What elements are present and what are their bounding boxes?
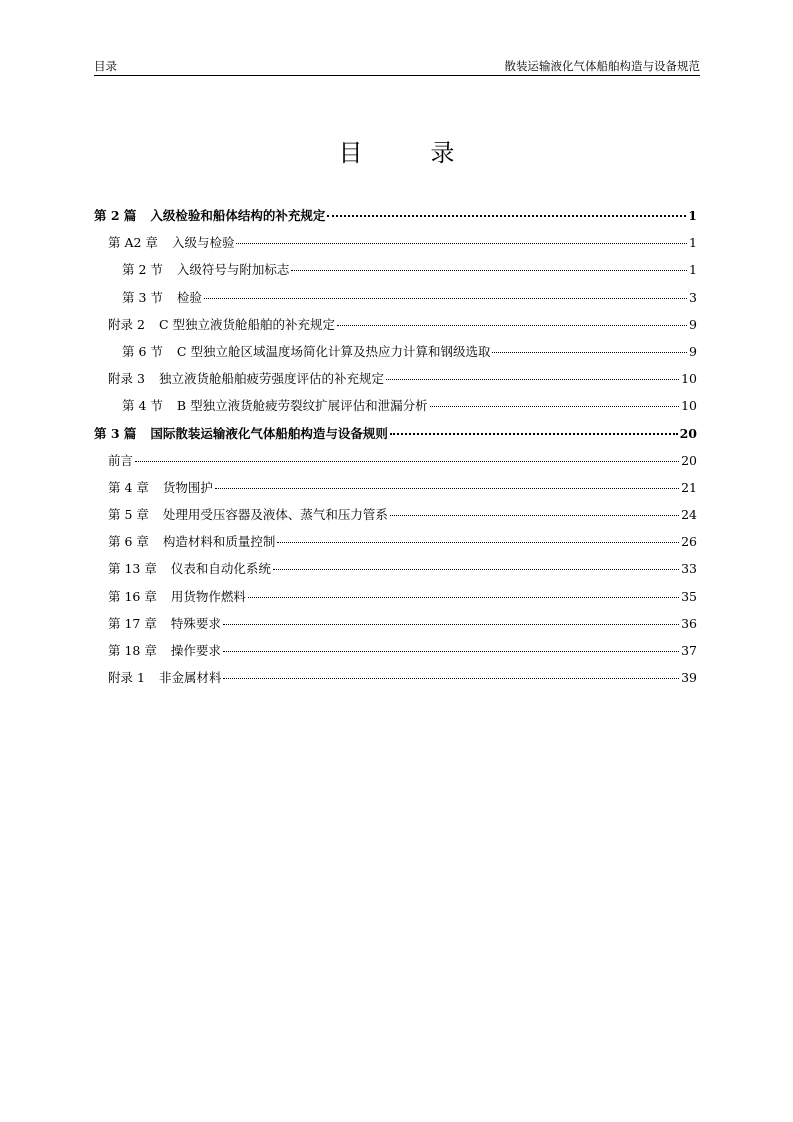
toc-entry[interactable] [94, 233, 697, 260]
toc-dot-leader [390, 433, 678, 435]
toc-entry-number: 附录 3 [108, 371, 145, 387]
toc-entry-number: 第 6 章 [108, 534, 149, 550]
toc-entry-title: 构造材料和质量控制 [162, 534, 276, 550]
toc-dot-leader [223, 678, 679, 679]
toc-entry-page-number: 1 [688, 208, 697, 223]
toc-entry[interactable] [94, 559, 697, 586]
toc-entry-number: 附录 1 [108, 670, 145, 686]
toc-dot-leader [337, 325, 687, 326]
toc-dot-leader [273, 569, 679, 570]
table-of-contents [94, 206, 697, 695]
toc-entry-page-number: 21 [681, 479, 697, 495]
toc-entry-number: 第 13 章 [108, 561, 157, 577]
toc-dot-leader [277, 542, 679, 543]
toc-entry[interactable] [94, 206, 697, 233]
toc-entry[interactable] [94, 451, 697, 478]
toc-entry-title: C 型独立舱区域温度场简化计算及热应力计算和钢级选取 [176, 343, 491, 359]
toc-entry-title: 独立液货舱船舶疲劳强度评估的补充规定 [158, 371, 384, 387]
toc-entry-title: 货物围护 [162, 479, 213, 495]
toc-entry[interactable] [94, 641, 697, 668]
toc-dot-leader [248, 597, 679, 598]
toc-entry-number: 第 3 篇 [94, 425, 137, 441]
toc-entry[interactable] [94, 478, 697, 505]
toc-entry-page-number: 20 [681, 452, 697, 468]
toc-entry-page-number: 10 [681, 398, 697, 414]
toc-dot-leader [236, 243, 687, 244]
toc-entry-page-number: 24 [681, 507, 697, 523]
toc-entry-page-number: 33 [681, 561, 697, 577]
toc-entry-number: 第 3 节 [122, 289, 163, 305]
toc-entry-title: 用货物作燃料 [170, 588, 246, 604]
toc-entry-page-number: 26 [681, 534, 697, 550]
toc-entry[interactable] [94, 668, 697, 695]
toc-entry-page-number: 35 [681, 588, 697, 604]
toc-entry[interactable] [94, 614, 697, 641]
toc-entry-number: 附录 2 [108, 316, 145, 332]
toc-entry-title: 非金属材料 [158, 670, 222, 686]
toc-entry-title: 特殊要求 [170, 615, 221, 631]
toc-entry[interactable] [94, 424, 697, 451]
toc-entry-title: 操作要求 [170, 643, 221, 658]
toc-dot-leader [430, 406, 680, 407]
toc-entry-title: 入级符号与附加标志 [176, 262, 290, 278]
toc-entry-number: 第 2 节 [122, 262, 163, 278]
toc-dot-leader [135, 461, 679, 462]
toc-entry-page-number: 1 [689, 235, 697, 251]
toc-entry[interactable] [94, 342, 697, 369]
toc-entry-title: 入级检验和船体结构的补充规定 [150, 208, 326, 223]
toc-dot-leader [223, 624, 679, 625]
toc-entry[interactable] [94, 315, 697, 342]
toc-entry-title: 前言 [108, 452, 134, 468]
toc-entry-title: B 型独立液货舱疲劳裂纹扩展评估和泄漏分析 [176, 398, 428, 414]
toc-entry-page-number: 9 [689, 343, 697, 359]
header-document-title: 散装运输液化气体船舶构造与设备规范 [504, 59, 700, 73]
toc-dot-leader [386, 379, 679, 380]
toc-entry-page-number: 37 [681, 643, 697, 658]
toc-entry-title: 处理用受压容器及液体、蒸气和压力管系 [162, 507, 388, 523]
toc-entry-title: C 型独立液货舱船舶的补充规定 [158, 316, 335, 332]
header-section-label: 目录 [94, 59, 117, 73]
toc-entry-number: 第 6 节 [122, 343, 163, 359]
toc-entry-number: 第 18 章 [108, 643, 157, 658]
toc-entry[interactable] [94, 505, 697, 532]
toc-entry-number: 第 16 章 [108, 588, 157, 604]
toc-entry-page-number: 36 [681, 615, 697, 631]
toc-dot-leader [327, 215, 686, 217]
toc-entry-number: 第 4 章 [108, 479, 149, 495]
toc-entry-title: 检验 [176, 289, 202, 305]
toc-entry[interactable] [94, 587, 697, 614]
toc-dot-leader [223, 651, 679, 652]
toc-entry-page-number: 39 [681, 670, 697, 686]
toc-dot-leader [215, 488, 679, 489]
toc-entry[interactable] [94, 260, 697, 287]
toc-entry-title: 国际散装运输液化气体船舶构造与设备规则 [150, 425, 388, 441]
page-header [94, 57, 700, 76]
toc-entry-number: 第 5 章 [108, 507, 149, 523]
page-title: 目 录 [338, 139, 477, 167]
toc-entry-title: 入级与检验 [171, 235, 235, 251]
toc-dot-leader [204, 298, 687, 299]
toc-dot-leader [390, 515, 679, 516]
toc-dot-leader [291, 270, 687, 271]
toc-entry-number: 第 A2 章 [108, 235, 158, 251]
toc-entry[interactable] [94, 532, 697, 559]
toc-entry[interactable] [94, 369, 697, 396]
toc-entry-page-number: 9 [689, 316, 697, 332]
toc-entry-page-number: 1 [689, 262, 697, 278]
toc-entry-number: 第 17 章 [108, 615, 157, 631]
toc-entry-page-number: 10 [681, 371, 697, 387]
toc-entry-number: 第 2 篇 [94, 208, 137, 223]
toc-entry[interactable] [94, 396, 697, 423]
toc-entry[interactable] [94, 288, 697, 315]
toc-entry-number: 第 4 节 [122, 398, 163, 414]
toc-entry-page-number: 20 [679, 425, 697, 441]
toc-entry-page-number: 3 [689, 289, 697, 305]
toc-entry-title: 仪表和自动化系统 [170, 561, 271, 577]
toc-dot-leader [492, 352, 687, 353]
